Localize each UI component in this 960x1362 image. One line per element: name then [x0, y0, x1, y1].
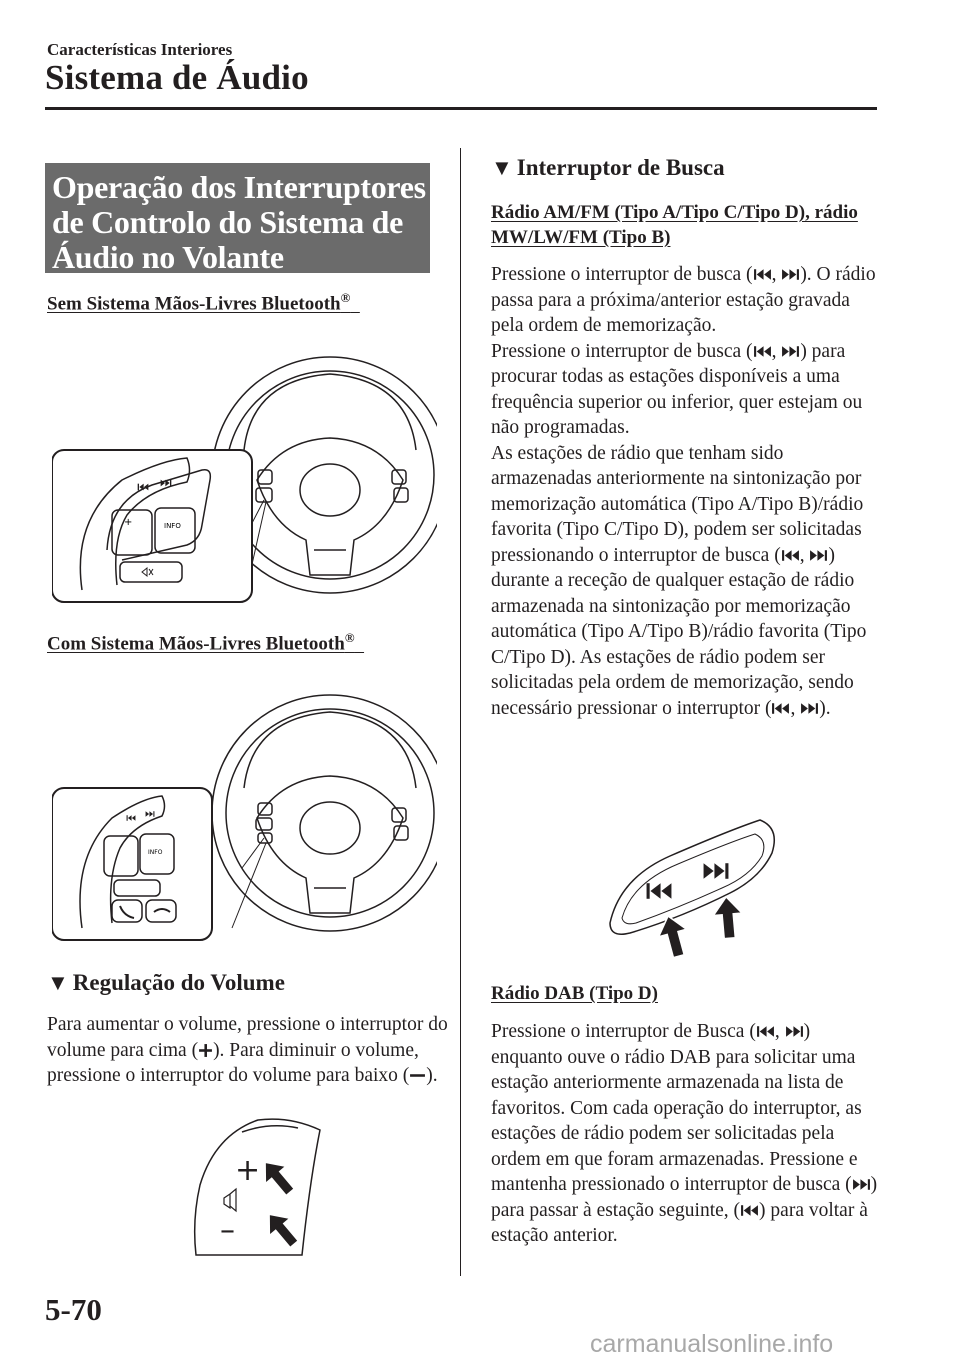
info-label: INFO [164, 522, 181, 530]
am-fm-p2-b: ) para procurar todas as estações disponíveis a uma frequência superior ou inferior, quer estejam ou não programadas. [491, 340, 863, 438]
dab-b: ) enquanto ouve o rádio DAB para solicitar uma estação anteriormente armazenada na lista de favoritos. Com cada operação do interruptor, as estações de rádio podem ser solicitadas pela ordem em que foram armazenadas. Pressione e mantenha pressionado o interruptor de busca ( [491, 1021, 862, 1195]
watermark: carmanualsonline.info [590, 1330, 834, 1358]
column-divider [460, 148, 461, 1276]
seek-next-icon [785, 1024, 804, 1039]
heading-am-fm-radio: Rádio AM/FM (Tipo A/Tipo C/Tipo D), rádio MW/LW/FM (Tipo B) [491, 202, 858, 248]
volume-text [47, 1012, 452, 1089]
heading-with-bluetooth [47, 630, 364, 655]
am-fm-p1-a: Pressione o interruptor de busca ( [491, 264, 753, 285]
triangle-bullet-icon: ▼ [47, 970, 69, 995]
volume-heading [47, 970, 285, 996]
comma: , [774, 1021, 785, 1042]
minus-icon [409, 1068, 426, 1083]
am-fm-p3-c: ). [819, 697, 831, 719]
triangle-bullet-icon: ▼ [491, 155, 513, 180]
registered-mark: ® [344, 630, 355, 645]
seek-prev-icon [753, 344, 772, 359]
steering-wheel-figure-bluetooth [52, 688, 437, 948]
chapter-title: Sistema de Áudio [45, 58, 309, 97]
volume-plus-label: + [235, 1153, 261, 1188]
seek-prev-icon [771, 701, 790, 716]
heading-without-bluetooth [47, 290, 360, 315]
dab-a: Pressione o interruptor de Busca ( [491, 1021, 756, 1042]
seek-heading-text: Interruptor de Busca [516, 155, 725, 180]
seek-prev-icon [781, 548, 800, 563]
registered-mark: ® [340, 290, 351, 305]
dab-c: ) para passar à estação seguinte, ( [491, 1174, 878, 1221]
comma: , [799, 544, 810, 566]
seek-heading [491, 155, 725, 181]
seek-next-icon [781, 344, 800, 359]
info-label: INFO [148, 849, 163, 856]
seek-next-icon [809, 548, 828, 563]
heading-with-bluetooth-text: Com Sistema Mãos-Livres Bluetooth [47, 633, 345, 655]
volume-switch-figure [180, 1110, 325, 1265]
volume-plus-label: + [124, 517, 133, 528]
am-fm-p3-a: As estações de rádio que tenham sido armazenadas anteriormente na sintonização por memorização automática (Tipo A/Tipo B)/rádio favorita (Tipo C/Tipo D), podem ser solicitadas pressionando o interruptor de busca ( [491, 442, 864, 566]
volume-text-part-3: ). [426, 1065, 438, 1086]
seek-next-icon [800, 701, 819, 716]
volume-text-part-2: ). Para diminuir o volume, pressione o interruptor do volume para baixo ( [47, 1039, 419, 1086]
volume-text-part-1: Para aumentar o volume, pressione o interruptor do volume para cima ( [47, 1014, 448, 1061]
dab-d: ) para voltar à estação anterior. [491, 1199, 868, 1246]
am-fm-p2-a: Pressione o interruptor de busca ( [491, 340, 753, 362]
steering-wheel-figure-basic [52, 350, 437, 610]
seek-switch-figure [590, 808, 790, 968]
seek-next-icon [781, 267, 800, 282]
header-rule [45, 107, 877, 110]
comma: , [771, 264, 782, 285]
am-fm-text [491, 262, 881, 721]
volume-heading-text: Regulação do Volume [72, 970, 285, 995]
am-fm-p1-b: ). O rádio passa para a próxima/anterior estação gravada pela ordem de memorização. [491, 264, 876, 336]
plus-icon [198, 1043, 213, 1058]
seek-next-icon [852, 1177, 871, 1192]
dab-text [491, 1019, 881, 1249]
comma: , [790, 697, 801, 719]
am-fm-p3-b: ) durante a receção de qualquer estação de rádio armazenada na sintonização por memorização automática (Tipo A/Tipo B)/rádio favorita (Tipo C/Tipo D). As estações de rádio podem ser solicitadas pela ordem de memorização, sendo necessário pressionar o interruptor ( [491, 544, 867, 719]
comma: , [771, 340, 782, 362]
page-number: 5-70 [45, 1292, 102, 1327]
section-label: Características Interiores [47, 40, 233, 59]
seek-prev-icon [740, 1203, 759, 1218]
feature-title: Operação dos Interruptores de Controlo do Sistema de Áudio no Volante [52, 169, 426, 275]
seek-prev-icon [753, 267, 772, 282]
seek-prev-icon [756, 1024, 775, 1039]
volume-minus-label: – [220, 1213, 235, 1248]
heading-dab-radio: Rádio DAB (Tipo D) [491, 983, 658, 1004]
heading-without-bluetooth-text: Sem Sistema Mãos-Livres Bluetooth [47, 293, 341, 315]
